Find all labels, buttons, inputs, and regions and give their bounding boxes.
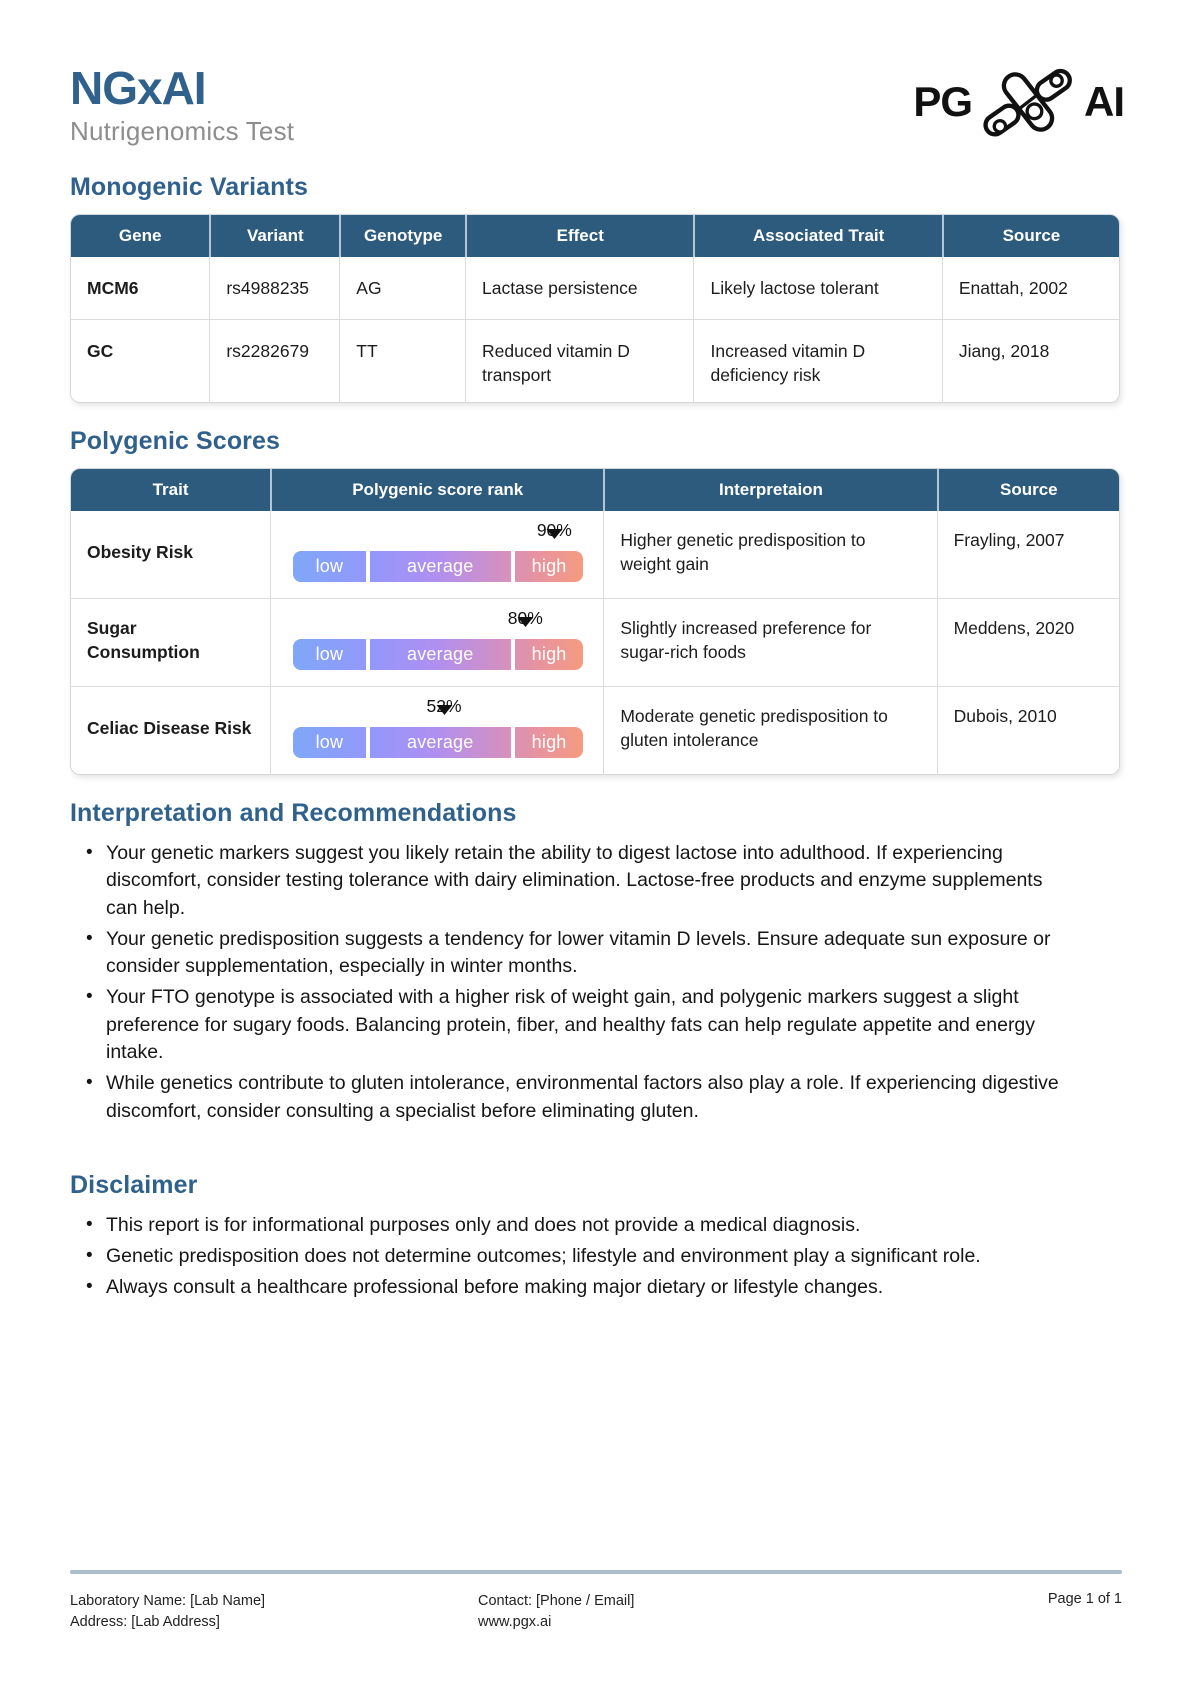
- variant-cell: rs4988235: [209, 257, 339, 319]
- source-cell: Jiang, 2018: [942, 319, 1119, 401]
- table-row: [71, 686, 1119, 774]
- report-header: [70, 62, 1124, 147]
- interpretation-section: [70, 799, 1120, 1126]
- bar-segment-average: average: [366, 727, 511, 758]
- list-item: • This report is for informational purposes only and does not provide a medical diagnosis.: [70, 1212, 1075, 1240]
- genotype-cell: AG: [339, 257, 465, 319]
- interpretation-section-title: Interpretation and Recommendations: [70, 798, 517, 827]
- logo-ai-text: AI: [1084, 78, 1124, 125]
- lab-name: Laboratory Name: [Lab Name]: [70, 1592, 266, 1609]
- disclaimer-section-title: Disclaimer: [70, 1171, 198, 1200]
- footer-lab-block: [70, 1591, 478, 1635]
- column-header-rank: Polygenic score rank: [270, 469, 603, 511]
- trait-cell: Celiac Disease Risk: [71, 686, 270, 774]
- interpretation-cell: Higher genetic predisposition to weight gain: [603, 511, 936, 598]
- disclaimer-bullet-list: [70, 1212, 1120, 1301]
- column-header-associated-trait: Associated Trait: [693, 215, 941, 257]
- column-header-trait: Trait: [71, 469, 270, 511]
- table-row: [71, 511, 1119, 598]
- brand-title: NGxAI: [70, 62, 206, 114]
- website-url: www.pgx.ai: [478, 1614, 552, 1631]
- source-cell: Enattah, 2002: [942, 257, 1119, 319]
- trait-cell: Obesity Risk: [71, 511, 270, 598]
- percent-label: 90%: [536, 519, 572, 540]
- column-header-source: Source: [937, 469, 1119, 511]
- marker-arrow-icon: [436, 705, 452, 735]
- percent-marker: [426, 695, 462, 735]
- score-rank-cell: [270, 511, 603, 598]
- gene-cell: GC: [71, 319, 209, 401]
- genotype-cell: TT: [339, 319, 465, 401]
- percent-marker: [536, 519, 572, 559]
- company-logo: [913, 58, 1124, 146]
- column-header-variant: Variant: [209, 215, 339, 257]
- associated-trait-cell: Increased vitamin D deficiency risk: [693, 319, 941, 401]
- pills-x-icon: [978, 58, 1078, 146]
- brand-subtitle: Nutrigenomics Test: [70, 116, 295, 147]
- list-item: • Your genetic predisposition suggests a tendency for lower vitamin D levels. Ensure adequate sun exposure or consider supplementation, especially in winter months.: [70, 926, 1075, 981]
- percent-marker: [507, 607, 543, 647]
- trait-cell: Sugar Consumption: [71, 598, 270, 686]
- monogenic-section-title: Monogenic Variants: [70, 173, 308, 202]
- interpretation-bullet-list: [70, 840, 1120, 1126]
- list-item: • While genetics contribute to gluten intolerance, environmental factors also play a role. If experiencing digestive discomfort, consider consulting a specialist before eliminating gluten.: [70, 1070, 1075, 1125]
- table-row: [71, 257, 1119, 319]
- footer-contact-block: [478, 1591, 1048, 1635]
- marker-arrow-icon: [517, 617, 533, 647]
- polygenic-header-row: [71, 469, 1119, 511]
- effect-cell: Lactase persistence: [465, 257, 693, 319]
- score-rank-cell: [270, 598, 603, 686]
- column-header-genotype: Genotype: [339, 215, 465, 257]
- list-item: • Genetic predisposition does not determine outcomes; lifestyle and environment play a significant role.: [70, 1243, 1075, 1271]
- interpretation-cell: Slightly increased preference for sugar-rich foods: [603, 598, 936, 686]
- lab-address: Address: [Lab Address]: [70, 1614, 220, 1631]
- list-item: • Your FTO genotype is associated with a higher risk of weight gain, and polygenic markers suggest a slight preference for sugary foods. Balancing protein, fiber, and healthy fats can help regulate appetite and energy intake.: [70, 984, 1075, 1067]
- bar-segment-low: low: [315, 643, 344, 664]
- score-rank-cell: [270, 686, 603, 774]
- percent-label: 80%: [507, 607, 543, 628]
- table-row: [71, 319, 1119, 401]
- associated-trait-cell: Likely lactose tolerant: [693, 257, 941, 319]
- polygenic-table: [70, 468, 1120, 775]
- marker-arrow-icon: [546, 529, 562, 559]
- bar-segment-high: high: [511, 551, 584, 582]
- percent-label: 52%: [426, 695, 462, 716]
- variant-cell: rs2282679: [209, 319, 339, 401]
- polygenic-section-title: Polygenic Scores: [70, 426, 281, 455]
- bar-segment-low: low: [315, 731, 344, 752]
- bar-segment-average: average: [366, 551, 511, 582]
- page-footer: [70, 1570, 1122, 1635]
- bar-segment-high: high: [511, 727, 584, 758]
- disclaimer-section: [70, 1171, 1120, 1301]
- contact-info: Contact: [Phone / Email]: [478, 1592, 635, 1609]
- source-cell: Meddens, 2020: [937, 598, 1119, 686]
- list-item: • Always consult a healthcare professional before making major dietary or lifestyle changes.: [70, 1274, 1075, 1302]
- column-header-effect: Effect: [465, 215, 693, 257]
- bar-segment-low: low: [315, 555, 344, 576]
- monogenic-header-row: [71, 215, 1119, 257]
- effect-cell: Reduced vitamin D transport: [465, 319, 693, 401]
- logo-pg-text: PG: [913, 78, 972, 125]
- gene-cell: MCM6: [71, 257, 209, 319]
- list-item: • Your genetic markers suggest you likely retain the ability to digest lactose into adulthood. If experiencing discomfort, consider testing tolerance with dairy elimination. Lactose-free products and enzyme supplements can help.: [70, 840, 1075, 923]
- column-header-interpretation: Interpretaion: [603, 469, 936, 511]
- table-row: [71, 598, 1119, 686]
- column-header-source: Source: [942, 215, 1119, 257]
- footer-divider: [70, 1570, 1122, 1574]
- monogenic-table: [70, 214, 1120, 402]
- source-cell: Frayling, 2007: [937, 511, 1119, 598]
- column-header-gene: Gene: [71, 215, 209, 257]
- bar-segment-average: average: [366, 639, 511, 670]
- source-cell: Dubois, 2010: [937, 686, 1119, 774]
- page-number: Page 1 of 1: [1047, 1590, 1122, 1607]
- bar-segment-high: high: [511, 639, 584, 670]
- interpretation-cell: Moderate genetic predisposition to gluten intolerance: [603, 686, 936, 774]
